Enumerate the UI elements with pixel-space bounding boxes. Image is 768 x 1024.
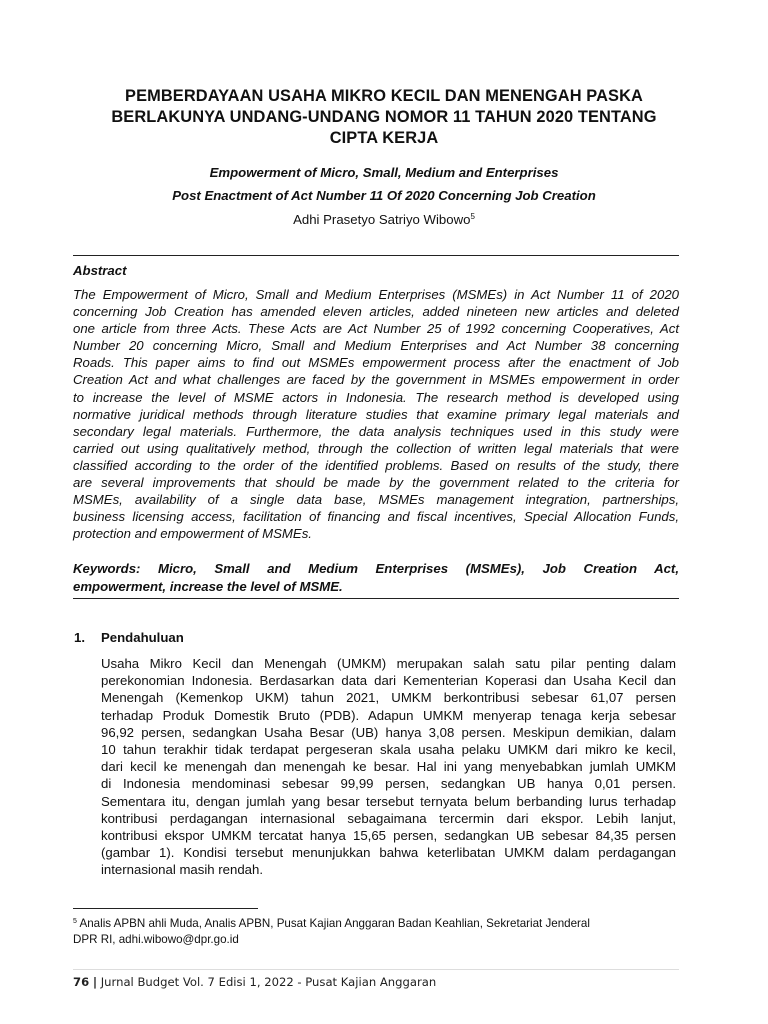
keywords-line: Keywords: Micro, Small and Medium Enterprises (MSMEs), Job Creation Act, (73, 561, 679, 576)
subtitle-line: Post Enactment of Act Number 11 Of 2020 Concerning Job Creation (172, 188, 596, 203)
abstract-line: one article from three Acts. These Acts are Act Number 25 of 1992 concerning Cooperatives, Act (73, 321, 679, 337)
paragraph-line: internasional masih rendah. (101, 862, 264, 878)
paragraph-line: dari kecil ke menengah dan menengah ke besar. Hal ini yang menyebabkan jumlah UMKM (101, 759, 676, 775)
abstract-body (73, 286, 679, 542)
footer-separator: | (92, 975, 98, 989)
abstract-line: secondary legal materials. Furthermore, the data analysis techniques used in this study were (73, 423, 679, 439)
paragraph-line: terhadap Produk Domestik Bruto (PDB). Adapun UMKM menyerap tenaga kerja sebesar (101, 707, 676, 723)
section-number: 1. (74, 630, 85, 645)
section-heading (74, 629, 184, 646)
keywords (73, 560, 679, 596)
author-footnote-mark: 5 (470, 212, 475, 221)
page-number: 76 (73, 975, 90, 989)
abstract-line: normative juridical methods through literature studies that examine primary legal materials and (73, 406, 679, 422)
title-line: BERLAKUNYA UNDANG-UNDANG NOMOR 11 TAHUN 2020 TENTANG (111, 108, 657, 126)
footnote-text: Analis APBN ahli Muda, Analis APBN, Pusat Kajian Anggaran Badan Keahlian, Sekretariat Jenderal (79, 917, 590, 930)
paragraph-line: 10 tahun terakhir tidak terdapat pergeseran skala usaha pelaku UMKM dari mikro ke kecil, (101, 741, 676, 757)
abstract-line: protection and empowerment of MSMEs. (73, 526, 312, 542)
abstract-line: classified according to the order of the identified problems. Based on results of the study, there (73, 457, 679, 473)
introduction-paragraph (101, 655, 676, 878)
title-line: PEMBERDAYAAN USAHA MIKRO KECIL DAN MENENGAH PASKA (125, 87, 643, 105)
title-line: CIPTA KERJA (329, 129, 439, 147)
paragraph-line: Menengah (Kemenkop UKM) tahun 2021, UMKM berkontribusi sebesar 61,07 persen (101, 690, 676, 706)
footnote-line: DPR RI, adhi.wibowo@dpr.go.id (73, 933, 239, 946)
paragraph-line: kontribusi ekspor UMKM tercatat hanya 15,65 persen, sedangkan UB sebesar 84,35 persen (101, 827, 676, 843)
author-name: Adhi Prasetyo Satriyo Wibowo (293, 212, 471, 227)
journal-name: Jurnal Budget Vol. 7 Edisi 1, 2022 - Pusat Kajian Anggaran (100, 975, 437, 989)
abstract-line: Number 20 concerning Micro, Small and Medium Enterprises and Act Number 38 concerning (73, 338, 679, 354)
paragraph-line: 96,92 persen, sedangkan Usaha Besar (UB) hanya 3,08 persen. Meskipun demikian, dalam (101, 724, 676, 740)
footer-rule (73, 969, 679, 970)
abstract-line: Roads. This paper aims to find out MSMEs empowerment process after the enactment of Job (73, 355, 679, 371)
paragraph-line: (gambar 1). Kondisi tersebut menunjukkan bahwa keterlibatan UMKM dalam perdagangan (101, 845, 676, 861)
page-footer (73, 975, 436, 989)
paragraph-line: kontribusi perdagangan internasional sebagaimana tercermin dari ekspor. Lebih lanjut, (101, 810, 676, 826)
footnote (73, 914, 683, 948)
paragraph-line: Usaha Mikro Kecil dan Menengah (UMKM) merupakan salah satu pilar penting dalam (101, 656, 676, 671)
keywords-line: empowerment, increase the level of MSME. (73, 579, 343, 594)
section-title: Pendahuluan (101, 630, 184, 645)
abstract-heading: Abstract (73, 263, 127, 278)
subtitle-line: Empowerment of Micro, Small, Medium and Enterprises (209, 165, 559, 180)
paper-title (60, 86, 708, 149)
abstract-line: The Empowerment of Micro, Small and Medium Enterprises (MSMEs) in Act Number 11 of 2020 (73, 287, 679, 302)
abstract-line: business licensing access, facilitation of financing and fiscal incentives, Special Allocation Funds, (73, 509, 679, 525)
abstract-line: carried out using qualitatively method, through the collection of written legal materials that were (73, 440, 679, 456)
abstract-line: concerning Job Creation has amended eleven articles, added nineteen new articles and deleted (73, 304, 679, 320)
abstract-line: to increase the level of MSME actors in Indonesia. The research method is developed using (73, 389, 679, 405)
abstract-top-rule (73, 255, 679, 256)
footnote-mark: 5 (73, 918, 77, 925)
paragraph-line: di Indonesia mendominasi sebesar 99,99 persen, sedangkan UB hanya 0,01 persen. (101, 776, 676, 792)
abstract-line: are several improvements that should be made by the government related to the criteria for (73, 475, 679, 491)
footnote-rule (73, 908, 258, 909)
footnote-line (73, 914, 683, 932)
paragraph-line: Sementara itu, dengan jumlah yang besar tersebut ternyata belum berbanding lurus terhadap (101, 793, 676, 809)
abstract-bottom-rule (73, 598, 679, 599)
english-title (60, 161, 708, 207)
paragraph-line: perekonomian Indonesia. Berdasarkan data dari Kementerian Koperasi dan Usaha Kecil dan (101, 673, 676, 689)
abstract-line: Creation Act and what challenges are faced by the government in MSMEs empowerment in order (73, 372, 679, 388)
abstract-line: MSMEs, availability of a single data base, MSMEs management integration, partnerships, (73, 492, 679, 508)
author-line (60, 208, 708, 229)
